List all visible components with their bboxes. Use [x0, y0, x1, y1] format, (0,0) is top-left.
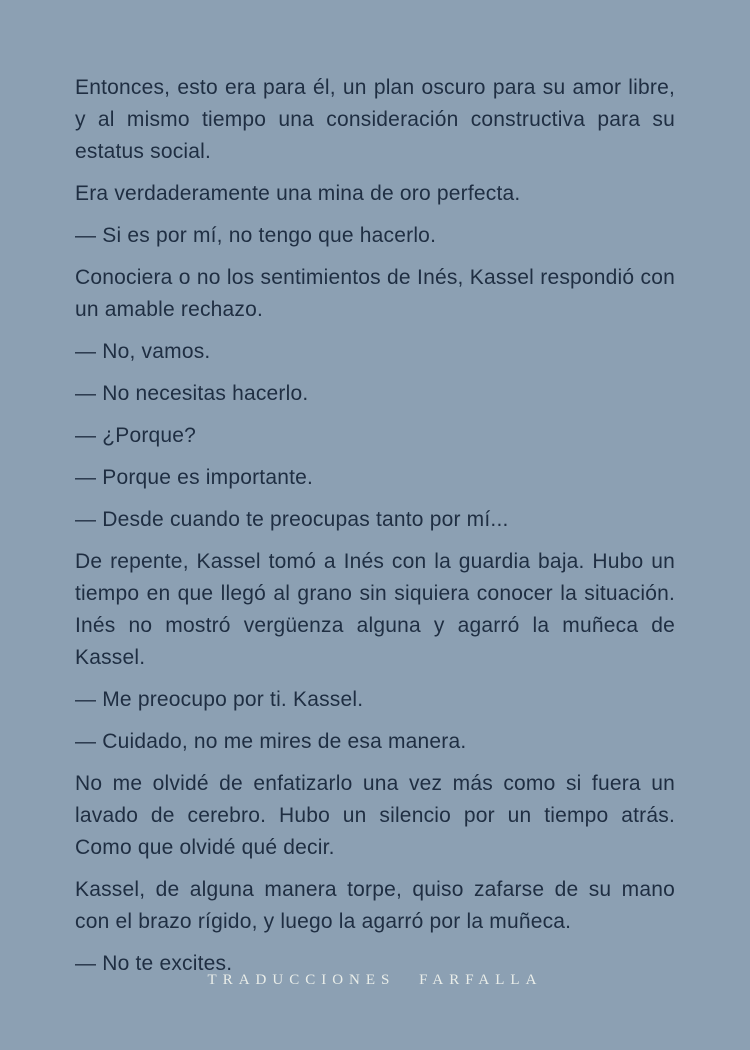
paragraph: Kassel, de alguna manera torpe, quiso zafarse de su mano con el brazo rígido, y luego la agarró por la muñeca. — [75, 878, 675, 933]
paragraph: No me olvidé de enfatizarlo una vez más como si fuera un lavado de cerebro. Hubo un silencio por un tiempo atrás. Como que olvidé qué decir. — [75, 772, 675, 859]
dialogue-line: — No te excites. — [75, 952, 233, 975]
dialogue-line: — Desde cuando te preocupas tanto por mí... — [75, 508, 509, 531]
paragraph: Era verdaderamente una mina de oro perfecta. — [75, 182, 521, 205]
story-text — [75, 72, 675, 980]
dialogue-line: — Porque es importante. — [75, 466, 314, 489]
dialogue-line: — No necesitas hacerlo. — [75, 382, 309, 405]
dialogue-line: — No, vamos. — [75, 340, 211, 363]
translator-credit: TRADUCCIONES FARFALLA — [207, 972, 543, 988]
dialogue-line: — ¿Porque? — [75, 424, 197, 447]
paragraph: De repente, Kassel tomó a Inés con la guardia baja. Hubo un tiempo en que llegó al grano sin siquiera conocer la situación. Inés no mostró vergüenza alguna y agarró la muñeca de Kassel. — [75, 550, 675, 669]
paragraph: Conociera o no los sentimientos de Inés, Kassel respondió con un amable rechazo. — [75, 266, 675, 321]
dialogue-line: — Cuidado, no me mires de esa manera. — [75, 730, 467, 753]
dialogue-line: — Me preocupo por ti. Kassel. — [75, 688, 364, 711]
paragraph: Entonces, esto era para él, un plan oscuro para su amor libre, y al mismo tiempo una consideración constructiva para su estatus social. — [75, 76, 675, 163]
dialogue-line: — Si es por mí, no tengo que hacerlo. — [75, 224, 437, 247]
